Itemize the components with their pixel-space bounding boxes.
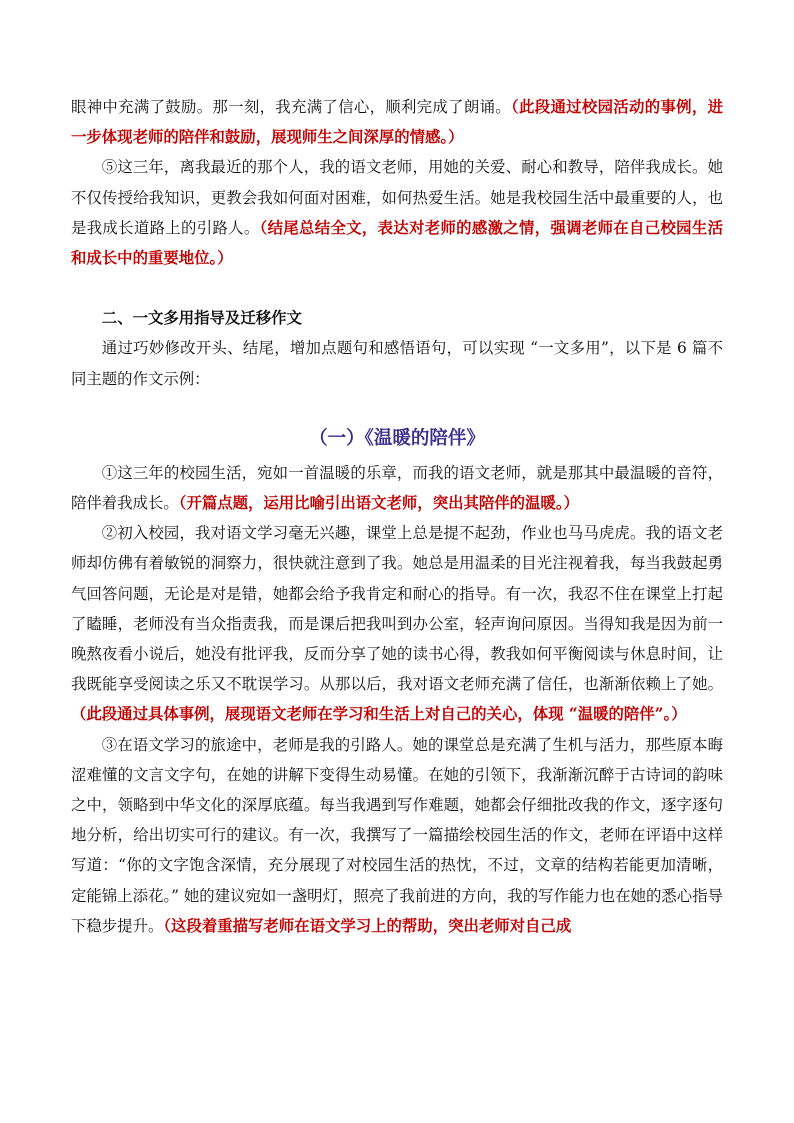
paragraph-text: ③在语文学习的旅途中，老师是我的引路人。她的课堂总是充满了生机与活力，那些原本晦涩难懂的文言文字句，在她的讲解下变得生动易懂。在她的引领下，我渐渐沉醉于古诗词的韵味之中，领略到中华文化的深厚底蕴。每当我遇到写作难题，她都会仔细批改我的作文，逐字逐句地分析，给出切实可行的建议。有一次，我撰写了一篇描绘校园生活的作文，老师在评语中这样写道：“你的文字饱含深情，充分展现了对校园生活的热忱，不过，文章的结构若能更加清晰，定能锦上添花。” 她的建议宛如一盏明灯，照亮了我前进的方向，我的写作能力也在她的悉心指导下稳步提升。 [71, 735, 723, 935]
annotation-note: （这段着重描写老师在语文学习上的帮助，突出老师对自己成 [163, 916, 572, 935]
section-heading: 二、一文多用指导及迁移作文 [101, 309, 302, 328]
essay-paragraph-1 [71, 458, 723, 518]
annotation-note: （此段通过校园活动的事例，进一步体现老师的陪伴和鼓励，展现师生之间深厚的情感。） [71, 98, 723, 147]
annotation-note: （开篇点题，运用比喻引出语文老师，突出其陪伴的温暖。） [178, 494, 579, 513]
essay-paragraph-2 [71, 518, 723, 729]
annotation-note: （结尾总结全文，表达对老师的感激之情，强调老师在自己校园生活和成长中的重要地位。） [71, 218, 723, 268]
paragraph-5 [71, 152, 723, 273]
paragraph-text: ②初入校园，我对语文学习毫无兴趣，课堂上总是提不起劲，作业也马马虎虎。我的语文老师却仿佛有着敏锐的洞察力，很快就注意到了我。她总是用温柔的目光注视着我，每当我鼓起勇气回答问题，无论是对是错，她都会给予我肯定和耐心的指导。有一次，我忍不住在课堂上打起了瞌睡，老师没有当众指责我，而是课后把我叫到办公室，轻声询问原因。当得知我是因为前一晚熬夜看小说后，她没有批评我，反而分享了她的读书心得，教我如何平衡阅读与休息时间，让我既能享受阅读之乐又不耽误学习。从那以后，我对语文老师充满了信任，也渐渐依赖上了她。 [71, 524, 723, 694]
paragraph-text: 眼神中充满了鼓励。那一刻，我充满了信心，顺利完成了朗诵。 [71, 98, 511, 116]
paragraph-text: ⑤这三年，离我最近的那个人，我的语文老师，用她的关爱、耐心和教导，陪伴我成长。她不仅传授给我知识，更教会我如何面对困难，如何热爱生活。她是我校园生活中最重要的人，也是我成长道路上的引路人。 [71, 158, 723, 237]
page-content [71, 92, 723, 941]
annotation-note: （此段通过具体事例，展现语文老师在学习和生活上对自己的关心，体现 “温暖的陪伴”。） [71, 705, 687, 724]
section-intro: 通过巧妙修改开头、结尾，增加点题句和感悟语句，可以实现 “一文多用”，以下是 6 篇不同主题的作文示例： [71, 339, 723, 388]
paragraph-continued [71, 92, 723, 152]
essay-title: （一）《温暖的陪伴》 [309, 427, 485, 449]
paragraph-text: ①这三年的校园生活，宛如一首温暖的乐章，而我的语文老师，就是那其中最温暖的音符，陪伴着我成长。 [71, 463, 723, 513]
essay-paragraph-3 [71, 730, 723, 941]
